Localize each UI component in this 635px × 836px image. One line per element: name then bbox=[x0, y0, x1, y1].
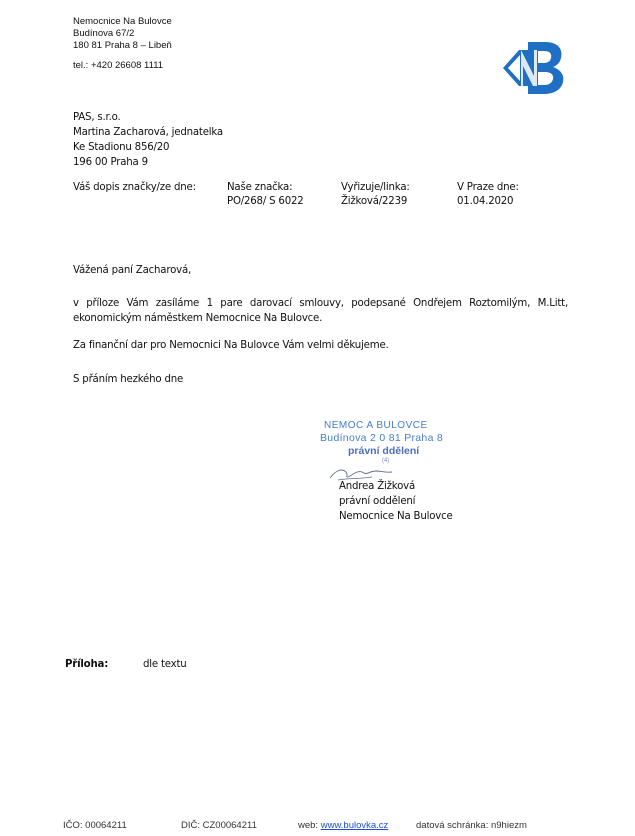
signer-block bbox=[339, 479, 453, 524]
sender-city: 180 81 Praha 8 – Libeň bbox=[73, 40, 172, 51]
your-reference bbox=[73, 181, 196, 195]
stamp-line-4: (4) bbox=[382, 458, 390, 464]
paragraph-1: v příloze Vám zasíláme 1 pare darovací smlouvy, podepsané Ondřejem Roztomilým, M.Litt, ekonomickým náměstkem Nemocnice Na Bulovce. bbox=[73, 298, 568, 324]
footer-dic: DIČ: CZ00064211 bbox=[181, 820, 257, 831]
footer-databox: datová schránka: n9hiezm bbox=[416, 820, 527, 831]
sender-name: Nemocnice Na Bulovce bbox=[73, 16, 172, 27]
signer-organization: Nemocnice Na Bulovce bbox=[339, 511, 453, 522]
our-reference-label: Naše značka: bbox=[227, 182, 293, 193]
letter-date bbox=[457, 181, 519, 209]
handler-value: Žižková/2239 bbox=[341, 196, 408, 207]
recipient-street: Ke Stadionu 856/20 bbox=[73, 142, 170, 153]
salutation: Vážená paní Zacharová, bbox=[73, 265, 192, 276]
hospital-logo-icon bbox=[501, 38, 567, 96]
footer-web-link[interactable]: www.bulovka.cz bbox=[320, 820, 389, 831]
recipient-city: 196 00 Praha 9 bbox=[73, 157, 148, 168]
stamp-line-3: právní ddělení bbox=[348, 445, 420, 457]
date-value: 01.04.2020 bbox=[457, 196, 514, 207]
footer-web-label: web: bbox=[298, 820, 319, 831]
signer-department: právní oddělení bbox=[339, 496, 416, 507]
recipient-address bbox=[73, 110, 223, 170]
handler bbox=[341, 181, 410, 209]
signer-name: Andrea Žižková bbox=[339, 481, 416, 492]
stamp-line-2: Budínova 2 0 81 Praha 8 bbox=[320, 432, 444, 444]
footer-web bbox=[298, 820, 388, 831]
sender-address bbox=[73, 16, 172, 72]
attachment-value: dle textu bbox=[143, 659, 187, 670]
our-reference-value: PO/268/ S 6022 bbox=[227, 196, 304, 207]
date-label: V Praze dne: bbox=[457, 182, 519, 193]
closing: S přáním hezkého dne bbox=[73, 374, 184, 385]
handler-label: Vyřizuje/linka: bbox=[341, 182, 410, 193]
your-reference-label: Váš dopis značky/ze dne: bbox=[73, 182, 196, 193]
sender-street: Budínova 67/2 bbox=[73, 28, 135, 39]
sender-phone: tel.: +420 26608 1111 bbox=[73, 60, 164, 71]
footer-ico: IČO: 00064211 bbox=[63, 820, 127, 831]
our-reference bbox=[227, 181, 304, 209]
paragraph-2: Za finanční dar pro Nemocnici Na Bulovce Vám velmi děkujeme. bbox=[73, 340, 389, 351]
stamp-line-1: NEMOC A BULOVCE bbox=[324, 420, 428, 431]
recipient-company: PAS, s.r.o. bbox=[73, 112, 121, 123]
attachment-label: Příloha: bbox=[65, 659, 109, 670]
recipient-person: Martina Zacharová, jednatelka bbox=[73, 127, 223, 138]
